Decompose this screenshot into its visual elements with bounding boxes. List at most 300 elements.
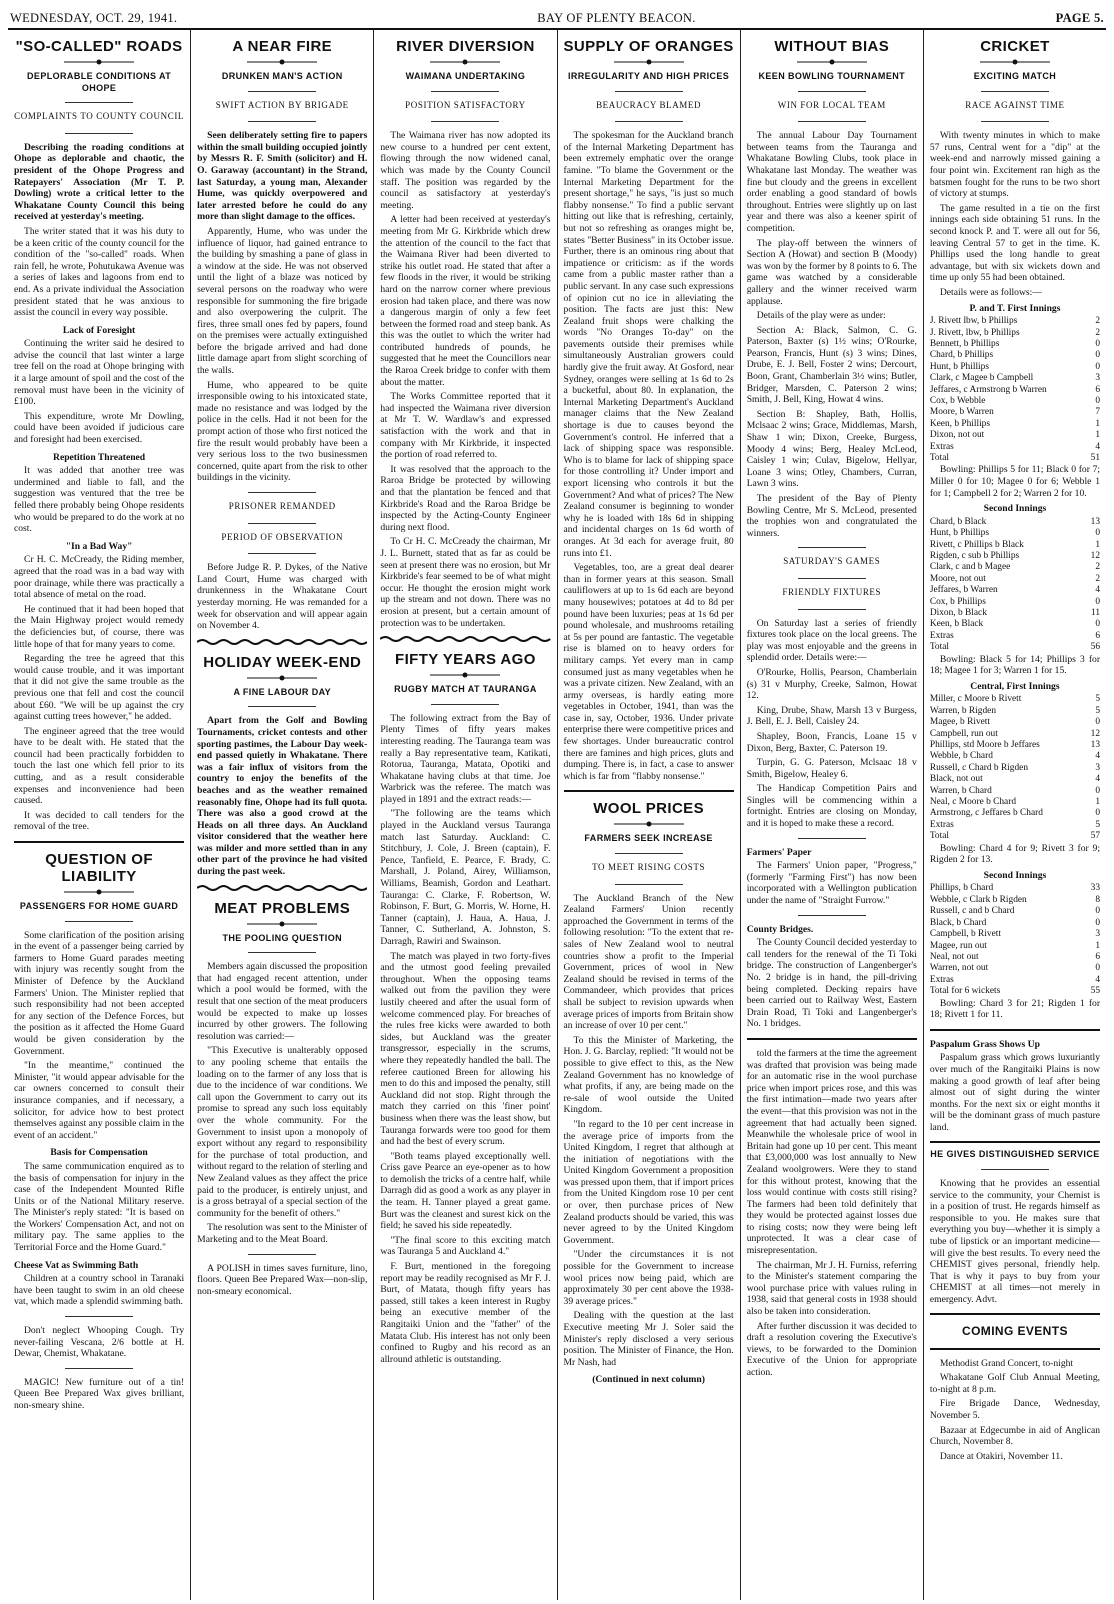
batsman: Phillips, b Chard <box>929 883 994 894</box>
subhead: TO MEET RISING COSTS <box>592 862 706 873</box>
runs: 1 <box>1095 539 1101 550</box>
runs: 8 <box>1095 894 1101 905</box>
batsman: Moore, b Warren <box>929 407 994 418</box>
paragraph: Shapley, Boon, Francis, Loane 15 v Dixon, Berg, Baxter, C. Paterson 19. <box>746 730 917 754</box>
ornament-divider <box>64 59 134 65</box>
total-label: Total <box>929 452 949 463</box>
rule <box>615 121 683 122</box>
rule <box>798 915 866 916</box>
batsman: Dixon, not out <box>929 430 985 441</box>
rule <box>65 1368 133 1369</box>
batsman: Keen, b Black <box>929 619 984 630</box>
headline-near-fire: A NEAR FIRE <box>232 38 333 55</box>
scorecard-4 <box>930 883 1100 997</box>
batsman: Warren, b Chard <box>929 785 992 796</box>
crosshead: Lack of Foresight <box>62 324 136 336</box>
score-row <box>930 328 1100 339</box>
batsman: Extras <box>929 974 954 985</box>
runs: 3 <box>1095 929 1101 940</box>
paragraph: The resolution was sent to the Minister of Marketing and to the Meat Board. <box>197 1222 368 1245</box>
subhead: POSITION SATISFACTORY <box>405 99 526 110</box>
ornament-divider <box>797 59 867 65</box>
batsman: Dixon, b Black <box>929 608 987 618</box>
batsman: J. Rivett lbw, b Phillips <box>929 316 1018 327</box>
batsman: Magee, b Rivett <box>929 717 991 728</box>
rule <box>248 706 316 707</box>
runs: 4 <box>1095 585 1101 596</box>
runs: 0 <box>1095 338 1101 349</box>
scorecard-2 <box>930 517 1100 654</box>
rule <box>248 121 316 122</box>
ad-body: Knowing that he provides an essential service to the community, your Chemist is in a position of trust. He regards himself as responsible to you. He makes sure that everything you buy—whether it is simply a tube of lipstick or an important medicine—will give the best results. To every need the CHEMIST gives personal, friendly help. That is why it pays to buy from your CHEMIST at all times—not merely in emergency. Advt. <box>929 1178 1101 1305</box>
batsman: Extras <box>929 819 954 830</box>
subhead: PRISONER REMANDED <box>228 501 336 511</box>
paragraph: Children at a country school in Taranaki have been taught to swim in an old cheese vat, which made a splendid swimming bath. <box>14 1273 185 1308</box>
score-row <box>930 883 1100 894</box>
advertisement: MAGIC! New furniture out of a tin! Queen Bee Prepared Wax gives brilliant, non-smeary shine. <box>14 1376 185 1411</box>
column-6 <box>924 30 1106 1600</box>
score-row <box>930 373 1100 384</box>
score-row <box>930 585 1100 596</box>
rule <box>65 102 133 103</box>
score-row <box>930 941 1100 952</box>
paragraph: The president of the Bay of Plenty Bowling Centre, Mr S. McLeod, presented the trophies won and congratulated the winners. <box>746 493 917 539</box>
paragraph: This expenditure, wrote Mr Dowling, could have been avoided if judicious care and foresight had been exercised. <box>14 410 185 446</box>
batsman: Armstrong, c Jeffares b Chard <box>929 808 1043 819</box>
paragraph: The Handicap Competition Pairs and Singles will be commencing within a fortnight. Entries are closing on Monday, and it is hoped to make these a record. <box>746 783 917 830</box>
subhead: BEAUCRACY BLAMED <box>596 99 702 110</box>
innings-title: P. and T. First Innings <box>969 302 1061 314</box>
batsman: Neal, not out <box>929 951 979 962</box>
batsman: Phillips, std Moore b Jeffares <box>929 740 1040 751</box>
runs: 3 <box>1095 762 1101 773</box>
batsman: Miller, c Moore b Rivett <box>929 694 1022 705</box>
batsman: Rivett, c Phillips b Black <box>929 539 1024 550</box>
subhead: EXCITING MATCH <box>973 71 1057 81</box>
article-lead: Apart from the Golf and Bowling Tournaments, cricket contests and other sporting pastimes, the Labour Day week-end passed quietly in Whakatane. There was a fair influx of visitors from the country to enjoy the benefits of the beaches and as the weather remained reasonably fine, Ohope had its full quota. There was also a good crowd at the Heads on all three days. An Auckland visitor considered that the weather here was milder and more settled than in any other part of the province he had visited during the past week. <box>197 715 368 878</box>
event-item: Methodist Grand Concert, to-night <box>939 1357 1074 1369</box>
scorecard-1 <box>930 316 1100 464</box>
paragraph: Members again discussed the proposition that had engaged recent attention, under which a pool would be formed, with the result that one section of the meat producers would be expected to make up losses incurred by other growers. The following resolution was carried:— <box>197 961 368 1042</box>
subhead: SATURDAY'S GAMES <box>783 556 881 567</box>
headline-cricket: CRICKET <box>980 38 1050 55</box>
batsman: Jeffares, c Armstrong b Warren <box>929 384 1047 395</box>
score-row <box>930 362 1100 373</box>
divider <box>930 1029 1100 1031</box>
runs: 12 <box>1090 550 1101 561</box>
batsman: Rigden, c sub b Phillips <box>929 550 1020 561</box>
score-row <box>930 797 1100 808</box>
runs: 0 <box>1095 596 1101 607</box>
rule <box>798 91 866 92</box>
runs: 0 <box>1095 808 1101 819</box>
crosshead: Cheese Vat as Swimming Bath <box>14 1259 139 1271</box>
paragraph: On Saturday last a series of friendly fixtures took place on the local greens. The play was most enjoyable and the greens in splendid order. Details were:— <box>746 617 917 664</box>
crosshead: County Bridges. <box>746 923 814 935</box>
runs: 6 <box>1095 384 1101 395</box>
paragraph: Apparently, Hume, who was under the influence of liquor, had gained entrance to the building by smashing a pane of glass in a window at the side. He was not observed until the light of a blaze was noticed by several persons on the roadway who were responsible for summoning the fire brigade and also overpowering the culprit. The fires, three small ones fed by papers, found on the premises were actually extinguished before the brigade arrived and had done little damage apart from slight scorching of the walls. <box>197 225 368 377</box>
paragraph: Vegetables, too, are a great deal dearer than in former years at this season. Small cauliflowers at up to 1s 6d each are beyond many housewives; potatoes at 4d to 8d per pound have been luxuries; peas at 1s 6d per pound wholesale, and mushrooms retailing at 5s per pound are fantastic. The vegetable rise is blamed on to heavy orders for military camps. Yet every man in camp consumed just as many vegetables when he was a private citizen. New Zealand, with an army overseas, is hardly eating more vegetables in October, 1941, than was the case in, say, October, 1936. Under private enterprise there were competitive prices and few shortages. Under bureaucratic control there are famines and high prices, gluts and dumping. There is, in fact, a case to answer which is far from "flabby nonsense." <box>563 562 734 782</box>
ornament-divider <box>247 921 317 927</box>
paragraph: told the farmers at the time the agreement was drafted that provision was being made for an automatic rise in the wool purchase price when import prices rose, and this was the first intimation—made two years after the event—that this provision was not in the agreement that had actually been signed. Meanwhile the wholesale price of wool in Britain had gone up 10 per cent. This meant that £3,000,000 was lost annually to New Zealand woolgrowers. Were they to stand for this without protest, knowing that the loss would continue with costs still rising? The farmers had been told definitely that they would be protected against losses due to rising costs; now they were being left unprotected. It was a clear case of misrepresentation. <box>746 1047 917 1257</box>
score-row <box>930 551 1100 562</box>
paragraph: The following extract from the Bay of Plenty Times of fifty years makes interesting reading. The Tauranga team was really a Bay representative team, Katikati, Rotorua, Tauranga, Matata, Opotiki and Whakatane having clubs at that time. Joe Warbrick was the referee. The match was played in 1891 and the extract reads:— <box>380 712 551 805</box>
score-row <box>930 717 1100 728</box>
paragraph: After further discussion it was decided to draft a resolution covering the Executive's views, to be forwarded to the Dominion Executive of the Union for appropriate action. <box>746 1320 917 1378</box>
headline-coming-events: COMING EVENTS <box>962 1323 1068 1338</box>
subhead: IRREGULARITY AND HIGH PRICES <box>567 71 730 81</box>
event-item: Dance at Otakiri, November 11. <box>939 1450 1063 1462</box>
paragraph: F. Burt, mentioned in the foregoing report may be readily recognised as Mr F. J. Burt, of Matata, though fifty years has passed, still takes a keen interest in Rugby being an executive member of the Rangitaiki Union and the "father" of the Matata Club. His interest has not only been confined to Rugby and his record as an allround athletic is outstanding. <box>380 1261 551 1365</box>
runs: 1 <box>1095 430 1101 441</box>
rule <box>615 884 683 885</box>
rule <box>431 121 499 122</box>
batsman: Jeffares, b Warren <box>929 585 998 596</box>
runs: 0 <box>1095 717 1101 728</box>
page-number: PAGE 5. <box>1055 11 1104 25</box>
rule <box>981 91 1049 92</box>
rule <box>65 921 133 922</box>
score-total <box>930 986 1100 997</box>
paragraph: The match was played in two forty-fives and the utmost good feeling prevailed throughout. When the opposing teams walked out from the pavilion they were lustily cheered and after the usual form of welcome commenced play. For breaches of the rules free kicks were awarded to both sides, but Auckland was the greater transgressor, especially in the scrums, where they repeatedly handled the ball. The referee cautioned Breen for allowing his men to do this and imposed the penalty, still Auckland did not stop. Right through the match they carried on this 'finer point' business when there was the least show, but Tauranga forwards were too good for them and had the best of every scrum. <box>380 950 551 1148</box>
innings-title: Second Innings <box>983 503 1047 515</box>
total-runs: 51 <box>1090 452 1101 463</box>
score-row <box>930 419 1100 430</box>
total-label: Total <box>929 642 949 653</box>
score-row <box>930 608 1100 619</box>
divider <box>14 841 184 843</box>
subhead: RACE AGAINST TIME <box>965 99 1065 110</box>
runs: 0 <box>1095 528 1101 539</box>
score-row <box>930 751 1100 762</box>
rule <box>798 838 866 839</box>
event-item: Bazaar at Edgecumbe in aid of Anglican Church, November 8. <box>929 1424 1101 1448</box>
batsman: Cox, b Phillips <box>929 596 986 607</box>
batsman: Moore, not out <box>929 573 986 584</box>
columns <box>8 30 1106 1600</box>
batsman: Extras <box>929 630 954 641</box>
advertisement: A POLISH in times saves furniture, lino, floors. Queen Bee Prepared Wax—non-slip, non-smeary economical. <box>197 1262 368 1297</box>
paper-title: BAY OF PLENTY BEACON. <box>537 11 696 25</box>
paragraph: The engineer agreed that the tree would have to be dealt with. He stated that the council had been practically forbidden to touch the last one which fell prior to its cutting, and as a result considerable expenses and inconvenience had been caused. <box>14 725 185 807</box>
score-row <box>930 540 1100 551</box>
runs: 3 <box>1095 373 1101 384</box>
divider <box>747 1038 917 1040</box>
paragraph: The game resulted in a tie on the first innings each side obtaining 51 runs. In the second knock P. and T. were all out for 56, leaving Central 57 to get in the time. K. Phillips used the long handle to great advantage, but with six wickets down and time up only 55 had been obtained. <box>929 202 1101 284</box>
batsman: J. Rivett, lbw, b Phillips <box>929 327 1020 338</box>
rule <box>248 1254 316 1255</box>
batsman: Russell, c and b Chard <box>929 906 1015 917</box>
score-row <box>930 929 1100 940</box>
paragraph: Hume, who appeared to be quite irresponsible owing to his intoxicated state, made no resistance and was lodged by the police in the cells. Had it not been for the prompt action of those who first noticed the fire the result would probably have been a very serious loss to the two businessmen concerned, quite apart from the risk to other buildings in the vicinity. <box>197 379 368 484</box>
score-row <box>930 975 1100 986</box>
runs: 7 <box>1095 407 1101 418</box>
headline-holiday: HOLIDAY WEEK-END <box>203 653 362 671</box>
score-row <box>930 774 1100 785</box>
score-row <box>930 631 1100 642</box>
batsman: Extras <box>929 441 954 452</box>
total-runs: 57 <box>1090 831 1101 842</box>
subhead: A FINE LABOUR DAY <box>233 686 332 697</box>
bowling-figures: Bowling: Black 5 for 14; Phillips 3 for 18; Magee 1 for 3; Warren 1 for 15. <box>929 653 1101 677</box>
batsman: Webble, b Chard <box>929 751 993 762</box>
ornament-divider <box>614 821 684 827</box>
headline-wool: WOOL PRICES <box>593 800 704 818</box>
event-item: Fire Brigade Dance, Wednesday, November 5. <box>929 1398 1101 1421</box>
column-3 <box>374 30 557 1600</box>
paragraph: "The final score to this exciting match was Tauranga 5 and Auckland 4." <box>380 1234 551 1258</box>
ornament-divider <box>980 59 1050 65</box>
wavy-divider <box>197 884 367 892</box>
runs: 1 <box>1095 797 1101 808</box>
rule <box>798 547 866 548</box>
rule <box>248 492 316 493</box>
column-4 <box>558 30 741 1600</box>
runs: 0 <box>1095 963 1101 974</box>
paragraph: Turpin, G. G. Paterson, Mclsaac 18 v Smith, Bigelow, Healey 6. <box>746 757 917 780</box>
subhead: DEPLORABLE CONDITIONS AT OHOPE <box>27 71 172 93</box>
batsman: Bennett, b Phillips <box>929 338 1000 349</box>
column-1 <box>8 30 191 1600</box>
runs: 0 <box>1095 785 1101 796</box>
paragraph: The chairman, Mr J. H. Furniss, referring to the Minister's statement comparing the wool purchase price with values ruling in 1938, said that general costs in 1938 should also be taken into consideration. <box>746 1259 917 1318</box>
runs: 6 <box>1095 630 1101 641</box>
subhead: KEEN BOWLING TOURNAMENT <box>758 71 906 81</box>
runs: 2 <box>1095 316 1101 327</box>
score-row <box>930 574 1100 585</box>
paragraph: "The following are the teams which played in the Auckland versus Tauranga match last Saturday. Auckland: C. Stitchbury, J. Cole, J. Breen (captain), F. Pence, Tanfield, E. Pearce, F. Brady, C. Marshall, J. Poland, Airey, Williamson, Williams, Beamish, Gordon and Leathart. Tauranga: C. Clarke, F. Robertson, W. Robinson, F. Burt, G. Morris, W. Horne, H. Tanner (captain), J. Haua, A. Haua, J. Tanner, C. Sutherland, A. Johnston, S. Darragh, Rawiri and Swainson. <box>380 808 551 947</box>
rule <box>248 523 316 524</box>
article-lead: Seen deliberately setting fire to papers within the small building occupied jointly by Messrs R. F. Smith (solicitor) and H. O. Garaway (accountant) in the Strand, last Saturday, a young man, Alexander Hume, was quickly overpowered and later arrested before he could do any more than slight damage to the offices. <box>197 130 368 223</box>
runs: 0 <box>1095 361 1101 372</box>
crosshead: Basis for Compensation <box>50 1147 148 1159</box>
batsman: Neal, c Moore b Chard <box>929 797 1017 808</box>
rule <box>248 553 316 554</box>
rule <box>248 91 316 92</box>
runs: 0 <box>1095 906 1101 917</box>
subhead: FARMERS SEEK INCREASE <box>584 833 713 844</box>
rule <box>981 121 1049 122</box>
batsman: Warren, not out <box>929 963 989 974</box>
score-row <box>930 729 1100 740</box>
batsman: Campbell, b Rivett <box>929 929 1001 940</box>
runs: 2 <box>1095 562 1101 573</box>
ornament-divider <box>247 59 317 65</box>
paragraph: Regarding the tree he agreed that this would cause trouble, and it was important that it did not give the same trouble as the previous one that fell and cost the council about £60. "We will be up against the cry against cutting trees however," he added. <box>14 653 185 723</box>
headline-oranges: SUPPLY OF ORANGES <box>563 38 734 55</box>
paragraph: The annual Labour Day Tournament between teams from the Tauranga and Whakatane Bowling Clubs, took place in Whakatane last Monday. The weather was fine but cloudy and the greens in excellent order enabling a good standard of bowls throughout. Entries were slightly up on last year and there was also a keener spirit of competition. <box>746 130 917 234</box>
subhead: FRIENDLY FIXTURES <box>782 586 882 597</box>
score-row <box>930 442 1100 453</box>
score-row <box>930 963 1100 974</box>
score-total <box>930 453 1100 464</box>
paragraph: The Auckland Branch of the New Zealand Farmers' Union recently approached the Government in terms of the following resolution: "To the extent that re-sales of New Zealand wool to neutral countries show a profit to the Imperial Government, prices of wool in New Zealand should be revised in terms of the Commandeer, which provides that prices shall be subject to revision upwards when average prices of imports from Britain show an increase of over 10 per cent." <box>563 892 734 1032</box>
wavy-divider <box>380 635 550 643</box>
continued-note: (Continued in next column) <box>592 1374 705 1386</box>
headline-roads: "SO-CALLED" ROADS <box>15 38 183 55</box>
score-row <box>930 820 1100 831</box>
paragraph: The Works Committee reported that it had inspected the Waimana river diversion at Mr T. W. Wardlaw's and expressed satisfaction with the work and that in company with Mr Kirkbride, it inspected the portion of road referred to. <box>380 391 551 461</box>
total-runs: 55 <box>1090 986 1101 997</box>
ornament-divider <box>247 675 317 681</box>
runs: 33 <box>1090 883 1101 894</box>
score-row <box>930 808 1100 819</box>
total-label: Total <box>929 831 949 842</box>
paragraph: "Under the circumstances it is not possible for the Government to increase wool prices now being paid, which are approximately 30 per cent above the 1938-39 average prices." <box>563 1249 734 1307</box>
chemist-advertisement <box>930 1141 1100 1314</box>
paragraph: He continued that it had been hoped that the Main Highway project would remedy the deficiencies but, of course, there was little hope of that for many years to come. <box>14 603 185 650</box>
ornament-divider <box>430 672 500 678</box>
score-row <box>930 694 1100 705</box>
score-row <box>930 597 1100 608</box>
runs: 0 <box>1095 619 1101 630</box>
paragraph: The Waimana river has now adopted its new course to a hundred per cent extent, flowing through the now widened canal, which was made by the County Council staff. The position was regarded by the council as satisfactory at yesterday's meeting. <box>380 130 551 211</box>
innings-title: Central, First Innings <box>970 680 1060 692</box>
crosshead: Paspalum Grass Shows Up <box>929 1038 1040 1050</box>
score-row <box>930 706 1100 717</box>
runs: 1 <box>1095 418 1101 429</box>
runs: 0 <box>1095 917 1101 928</box>
score-row <box>930 339 1100 350</box>
score-row <box>930 396 1100 407</box>
divider <box>930 1348 1100 1350</box>
batsman: Keen, b Phillips <box>929 418 991 429</box>
paragraph: Section A: Black, Salmon, C. G. Paterson, Baxter (s) 1½ wins; O'Rourke, Pearson, Francis, Hunt (s) 3 wins; Dines, Drube, E. J. Bell, Foster 2 wins; Dercourt, Boon, Grant, Chamberlain 3½ wins; Butler, Bridger, Marsden, C. Paterson 2 wins; Smith, J. Bell, King, Howat 4 wins. <box>746 324 917 406</box>
subhead: THE POOLING QUESTION <box>222 932 343 943</box>
score-row <box>930 430 1100 441</box>
runs: 5 <box>1095 819 1101 830</box>
score-row <box>930 385 1100 396</box>
score-row <box>930 952 1100 963</box>
scorecard-3 <box>930 694 1100 842</box>
rule <box>431 91 499 92</box>
score-row <box>930 906 1100 917</box>
score-row <box>930 763 1100 774</box>
subhead: PASSENGERS FOR HOME GUARD <box>19 901 179 912</box>
batsman: Chard, b Black <box>929 516 987 527</box>
masthead <box>8 8 1106 30</box>
paragraph: O'Rourke, Hollis, Pearson, Chamberlain (s) 31 v Murphy, Creeke, Salmon, Howat 12. <box>746 666 917 702</box>
runs: 1 <box>1095 940 1101 951</box>
ornament-divider <box>430 59 500 65</box>
headline-fifty-years: FIFTY YEARS AGO <box>395 651 536 669</box>
paragraph: Continuing the writer said he desired to advise the council that last winter a large tree fell on the road at Ohope bringing with it a large amount of spoil and the cost of the removal must have been in the vicinity of £100. <box>14 338 185 408</box>
batsman: Russell, c Chard b Rigden <box>929 762 1029 773</box>
paragraph: Section B: Shapley, Bath, Hollis, Mclsaac 2 wins; Grace, Middlemas, Marsh, Shaw 1 win; Dixon, Creeke, Burgess, Moody 4 wins; Berg, Healey McLeod, Caisley 1 win; Culav, Bigelow, Hellyar, Loane 3 wins; Otley, Chambers, Curran, Lawn 3 wins. <box>746 408 917 490</box>
paragraph: "This Executive is unalterably opposed to any pooling scheme that entails the loading on to the farmer of any loss that is due to the incidence of war conditions. We call upon the Government to carry out its promise to spread any such loss equitably over the whole community. For the Government to insist upon a monopoly of export without any regard to responsibility for the purchase of total production, and without regard to the relation of sterling and New Zealand values as they affect the price paid to the producer, is entirely unjust, and is a gross betrayal of a special section of the community for the benefit of others." <box>197 1045 368 1219</box>
paragraph: Some clarification of the position arising in the event of a passenger being carried by farmers to Home Guard parades meeting with injury was recently sought from the Minister of Defence by the Auckland Farmers' Union. The Minister replied that such responsibility had not been accepted for any section of the Defence Forces, but the position as it affected the Home Guard would be given consideration by the Government. <box>14 929 185 1057</box>
runs: 13 <box>1090 740 1101 751</box>
subhead: DRUNKEN MAN'S ACTION <box>221 71 343 81</box>
score-row <box>930 740 1100 751</box>
subhead: RUGBY MATCH AT TAURANGA <box>394 684 537 695</box>
paragraph: "In regard to the 10 per cent increase in the average price of imports from the United Kingdom, I regret that although at the initiation of negotiations with the United Kingdom Government a proposition was pressed upon them, that if import prices from the United Kingdom rose 10 per cent or over, then purchase prices of New Zealand products should be varied, this was never agreed to by the United Kingdom Government. <box>563 1118 734 1246</box>
score-row <box>930 407 1100 418</box>
runs: 2 <box>1095 327 1101 338</box>
paragraph: It was resolved that the approach to the Raroa Bridge be protected by willowing and that the plantation be fenced and that Kirkbride's Road and the Raroa Bridge be inspected by the Acting-County Engineer during next flood. <box>380 463 551 533</box>
total-runs: 56 <box>1090 642 1101 653</box>
paragraph: The County Council decided yesterday to call tenders for the renewal of the Ti Toki bridge. The construction of Langenberger's No. 2 bridge is in hand, the pill-driving being completed. Decking repairs have been carried out to Railway West, Eastern Drain Road, Ti Toki and Langenberger's No. 1 bridges. <box>746 937 917 1030</box>
paragraph: Dealing with the question at the last Executive meeting Mr J. Soler said the Minister's reply disclosed a very serious position. The Minister of Finance, the Hon. Mr Nash, had <box>563 1310 734 1368</box>
score-row <box>930 619 1100 630</box>
runs: 2 <box>1095 573 1101 584</box>
paragraph: A letter had been received at yesterday's meeting from Mr G. Kirkbride which drew the attention of the council to the fact that the Waimana River had been diverted to strike his outlet road. He stated that after a few floods in the river, it would be striking hard on the narrow corner where previous erosion had taken place, and there was now a dangerous margin of only a few feet between the formed road and steep bank. As this was the outlet to which the writer had contributed hundreds of pounds, he suggested that he meet the Councillors near the Raroa Creek bridge to confer with them about the matter. <box>380 214 551 388</box>
score-row <box>930 786 1100 797</box>
paragraph: The spokesman for the Auckland branch of the Internal Marketing Department has been extremely emphatic over the orange famine. "To blame the Government or the Internal Marketing Department for the present shortage," he says, "is just so much flabby nonsense." To find a public servant hitting out like that is refreshing, certainly, but not so refreshing as oranges might be, states "Better Business" in its October issue. Further, there is an ominous ring about that impatience or criticism: as if the words came from a public master rather than a public servant. In any case such expressions of opinion cut no ice in alleviating the position. The facts are just this: New Zealand fruit shops were chalking the words "No Oranges To-day" on the pavements outside their premises while simultaneously Australian growers could hardly give the fruit away. At Gosford, near Sydney, oranges were selling at 1s 6d to 2s a bucketful, about 80. In explanation, the Internal Marketing Department's Auckland manager claims that the New Zealand shortage is due to causes beyond the Government's control. He inferred that a lack of shipping space was responsible. Who is to blame for lack of shipping space for those controlling it? Under import and export licensing who controls it but the Government? And what of prices? The New Zealand consumer is beginning to wonder why he is loaded with 18s 6d in shipping and incidental charges on 1s 6d worth of oranges. At 3d each for average fruit, 80 runs into £1. <box>563 130 734 559</box>
paragraph: Paspalum grass which grows luxuriantly over much of the Rangitaiki Plains is now making a good growth of leaf after being almost out of sight during the winter months. For the next six or eight months it will be the dominant grass of much pasture land. <box>929 1052 1101 1133</box>
score-row <box>930 918 1100 929</box>
rule <box>248 952 316 953</box>
total-label: Total for 6 wickets <box>929 986 1001 997</box>
rule <box>981 1169 1049 1170</box>
rule <box>615 853 683 854</box>
paragraph: Before Judge R. P. Dykes, of the Native Land Court, Hume was charged with drunkenness in the Whakatane Court yesterday morning. He was remanded for a week for observation and will appear again on November 4. <box>197 562 368 632</box>
runs: 0 <box>1095 350 1101 361</box>
paragraph: To this the Minister of Marketing, the Hon. J. G. Barclay, replied: "It would not be possible to give effect to this, as the New Zealand Government has no knowledge of what profits, if any, are being made on the re-sale of wool outside the United Kingdom. <box>563 1034 734 1116</box>
runs: 0 <box>1095 395 1101 406</box>
batsman: Clark, c and b Magee <box>929 562 1011 573</box>
issue-date: WEDNESDAY, OCT. 29, 1941. <box>10 11 178 25</box>
advertisement: Don't neglect Whooping Cough. Try never-failing Vescana, 2/6 bottle at H. Dewar, Chemist, Whakatane. <box>14 1325 185 1360</box>
bowling-figures: Bowling: Chard 3 for 21; Rigden 1 for 18; Rivett 1 for 11. <box>929 997 1101 1021</box>
ornament-divider <box>64 889 134 895</box>
paragraph: To Cr H. C. McCready the chairman, Mr J. L. Burnett, stated that as far as could be seen at present there was no erosion, but Mr Kirkbride's fear seemed to be of what might occur. He thought the erosion might work up the stream and not down. There was no erosion at present, but a certain amount of protection was to be undertaken. <box>380 536 551 629</box>
subhead: WIN FOR LOCAL TEAM <box>777 99 886 110</box>
rule <box>798 578 866 579</box>
runs: 13 <box>1090 516 1101 527</box>
score-row <box>930 517 1100 528</box>
event-item: Whakatane Golf Club Annual Meeting, to-night at 8 p.m. <box>929 1372 1101 1395</box>
batsman: Chard, b Phillips <box>929 350 994 361</box>
batsman: Clark, c Magee b Campbell <box>929 373 1034 384</box>
batsman: Hunt, b Phillips <box>929 361 989 372</box>
rule <box>798 121 866 122</box>
paragraph: "Both teams played exceptionally well. Criss gave Pearce an eye-opener as to how to demolish the tricks of a centre half, while Darragh did as good a work as any player in the team. H. Tanner played a great game. Burt was the cleanest and surest kick on the field; he saved his side repeatedly. <box>380 1150 551 1232</box>
bowling-figures: Bowling: Chard 4 for 9; Rivett 3 for 9; Rigden 2 for 13. <box>929 842 1101 866</box>
column-2 <box>191 30 374 1600</box>
paragraph: Details were as follows:— <box>939 286 1042 298</box>
paragraph: King, Drube, Shaw, Marsh 13 v Burgess, J. Bell, E. J. Bell, Caisley 24. <box>746 704 917 728</box>
innings-title: Second Innings <box>983 869 1047 881</box>
paragraph: The Farmers' Union paper, "Progress," (formerly "Farming First") has now been incorporated with a Wellington publication under the name of "Straight Furrow." <box>746 860 917 907</box>
batsman: Campbell, run out <box>929 728 998 739</box>
paragraph: Details of the play were as under: <box>756 310 886 322</box>
subhead: PERIOD OF OBSERVATION <box>221 531 344 542</box>
batsman: Magee, run out <box>929 940 987 951</box>
rule <box>65 133 133 134</box>
subhead: SWIFT ACTION BY BRIGADE <box>215 99 349 110</box>
paragraph: The same communication enquired as to the basis of compensation for injury in the case of the Independent Mounted Rifle Units or of the National Military reserve. The Minister's reply stated: "It is based on the Workers' Compensation Act, and not on military pay. The same applies to the Territorial Force and the Home Guard." <box>14 1160 185 1254</box>
crosshead: Repetition Threatened <box>53 451 146 463</box>
ad-headline: HE GIVES DISTINGUISHED SERVICE <box>930 1149 1100 1160</box>
score-row <box>930 316 1100 327</box>
score-total <box>930 831 1100 842</box>
paragraph: "In the meantime," continued the Minister, "it would appear advisable for the car owners concerned to consult their insurance companies, and if necessary, a solicitor, for advice how to best protect themselves against any possible claim in the event of an accident." <box>14 1060 185 1141</box>
paragraph: It was added that another tree was undermined and liable to fall, and the suggestion was ventured that the tree be felled there probably being Ohope residents who would be prepared to do the work at no cost. <box>14 465 185 535</box>
runs: 4 <box>1095 974 1101 985</box>
score-row <box>930 895 1100 906</box>
headline-meat: MEAT PROBLEMS <box>214 899 351 917</box>
runs: 4 <box>1095 441 1101 452</box>
paragraph: The writer stated that it was his duty to be a keen critic of the county council for the condition of the "so-called" roads. When rain fell, he wrote, Pohutukawa Avenue was a series of lakes and lagoons from end to end. As a private individual the Association president stated that he was anxious to assist the council in every way possible. <box>14 225 185 319</box>
paragraph: With twenty minutes in which to make 57 runs, Central went for a "dip" at the week-end and narrowly missed gaining a four point win. Excitement ran high as the batsmen fought for the runs to be two short of victory at stumps. <box>929 130 1101 200</box>
column-5 <box>741 30 924 1600</box>
divider <box>564 790 734 792</box>
runs: 11 <box>1091 608 1101 618</box>
paragraph: The play-off between the winners of Section A (Howat) and section B (Moody) was won by the former by 8 points to 6. The game was watched by a considerable gallery and the winner received warm applause. <box>746 237 917 307</box>
article-lead: Describing the roading conditions at Ohope as deplorable and chaotic, the president of the Ohope Progress and Ratepayers' Association (Mr T. P. Dowling) wrote a critical letter to the Whakatane County Council this being received at yesterday's meeting. <box>14 141 185 223</box>
bowling-figures: Bowling: Phillips 5 for 11; Black 0 for 7; Miller 0 for 10; Magee 0 for 6; Webble 1 for 1; Campbell 2 for 2; Warren 2 for 10. <box>929 464 1101 499</box>
